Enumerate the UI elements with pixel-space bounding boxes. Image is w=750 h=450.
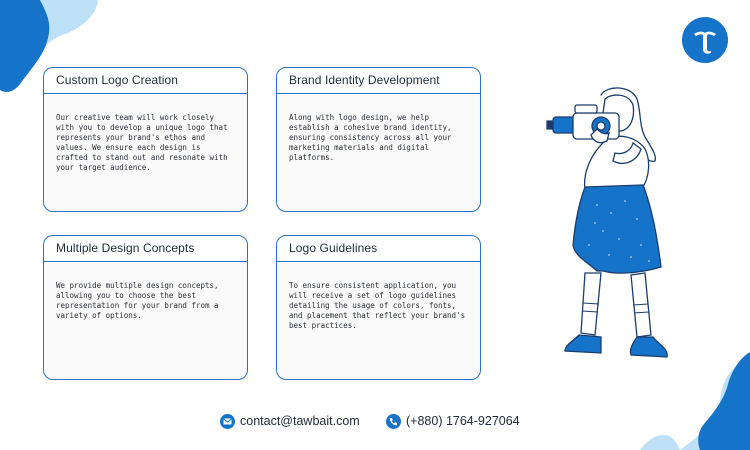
card-description: Our creative team will work closely with you to develop a unique logo that represents your brand's ethos and values. We ensure each design is crafted to stand out and resonate with your target audience.	[56, 113, 228, 172]
service-card-brand-identity	[276, 67, 481, 212]
card-description: Along with logo design, we help establish a cohesive brand identity, ensuring consistency across all your marketing materials and digital platforms.	[289, 113, 452, 162]
tawbait-logo-icon[interactable]	[682, 17, 728, 63]
email-contact[interactable]	[220, 412, 360, 430]
email-icon	[220, 414, 235, 429]
tawbait-logo-mark	[690, 25, 720, 55]
card-title: Logo Guidelines	[277, 236, 480, 262]
service-card-design-concepts	[43, 235, 248, 380]
phone-icon	[386, 414, 401, 429]
bottom-right-decoration	[640, 350, 750, 450]
card-title: Multiple Design Concepts	[44, 236, 247, 262]
service-card-logo-guidelines	[276, 235, 481, 380]
service-card-custom-logo	[43, 67, 248, 212]
phone-contact[interactable]	[386, 412, 520, 430]
email-address[interactable]: contact@tawbait.com	[240, 414, 360, 428]
card-description: We provide multiple design concepts, allowing you to choose the best representation for your brand from a variety of options.	[56, 281, 219, 320]
card-title: Custom Logo Creation	[44, 68, 247, 94]
card-title: Brand Identity Development	[277, 68, 480, 94]
phone-number[interactable]: (+880) 1764-927064	[406, 414, 520, 428]
photographer-illustration	[545, 85, 675, 365]
card-description: To ensure consistent application, you will receive a set of logo guidelines detailing the usage of colors, fonts, and placement that reflect your brand's best practices.	[289, 281, 466, 330]
